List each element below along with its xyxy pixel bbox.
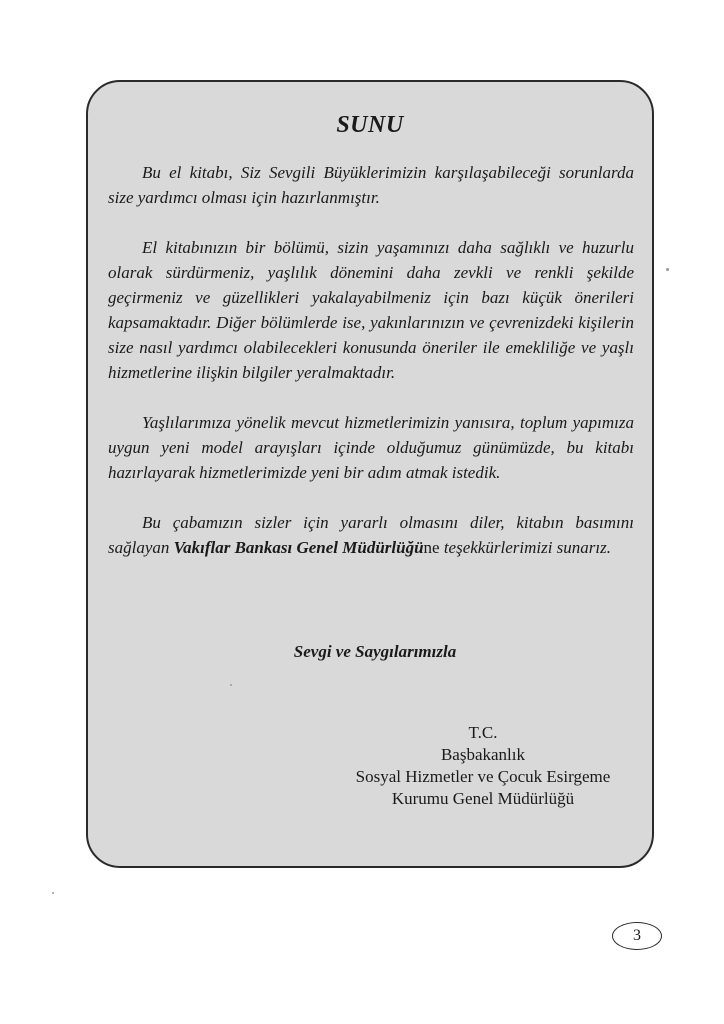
foreword-body [108, 160, 634, 560]
scan-speck [52, 892, 54, 894]
signature-line-2: Başbakanlık [440, 745, 526, 764]
paragraph-4 [108, 510, 634, 560]
sponsor-suffix: ne [423, 538, 440, 557]
paragraph-2: El kitabınızın bir bölümü, sizin yaşamınızı daha sağlıklı ve huzurlu olarak sürdürmeniz, yaşlılık dönemini daha zevkli ve renkli şekilde geçirmeniz ve güzellikleri yakalayabilmeniz için bazı küçük önerileri kapsamaktadır. Diğer bölümlerde ise, yakınlarınızın ve çevrenizdeki kişilerin size nasıl yardımcı olabilecekleri konusunda öneriler ile emekliliğe ve yaşlı hizmetlerine ilişkin bilgiler yeralmaktadır. [108, 238, 634, 382]
signature-block [338, 722, 628, 810]
scan-speck [666, 268, 669, 271]
paragraph-4-intro: Bu çabamızın sizler için yararlı olmasını diler, kitabın basımını sağlayan [108, 513, 634, 557]
signature-line-1: T.C. [468, 723, 498, 742]
paragraph-4-outro: teşekkürlerimizi sunarız. [439, 538, 611, 557]
foreword-frame [86, 80, 654, 868]
signature-line-4: Kurumu Genel Müdürlüğü [391, 789, 575, 808]
paragraph-3: Yaşlılarımıza yönelik mevcut hizmetlerimizin yanısıra, toplum yapımıza uygun yeni model arayışları içinde olduğumuz günümüzde, bu kitabı hazırlayarak hizmetlerimizde yeni bir adım atmak istedik. [108, 413, 634, 482]
closing-line: Sevgi ve Saygılarımızla [293, 642, 457, 661]
sponsor-name: Vakıflar Bankası Genel Müdürlüğü [173, 538, 424, 557]
signature-line-3: Sosyal Hizmetler ve Çocuk Esirgeme [355, 767, 611, 786]
paragraph-1: Bu el kitabı, Siz Sevgili Büyüklerimizin karşılaşabileceği sorunlarda size yardımcı olması için hazırlanmıştır. [108, 163, 634, 207]
page-number-badge: 3 [612, 922, 662, 950]
scan-speck [230, 684, 232, 686]
page-title: SUNU [336, 112, 404, 138]
